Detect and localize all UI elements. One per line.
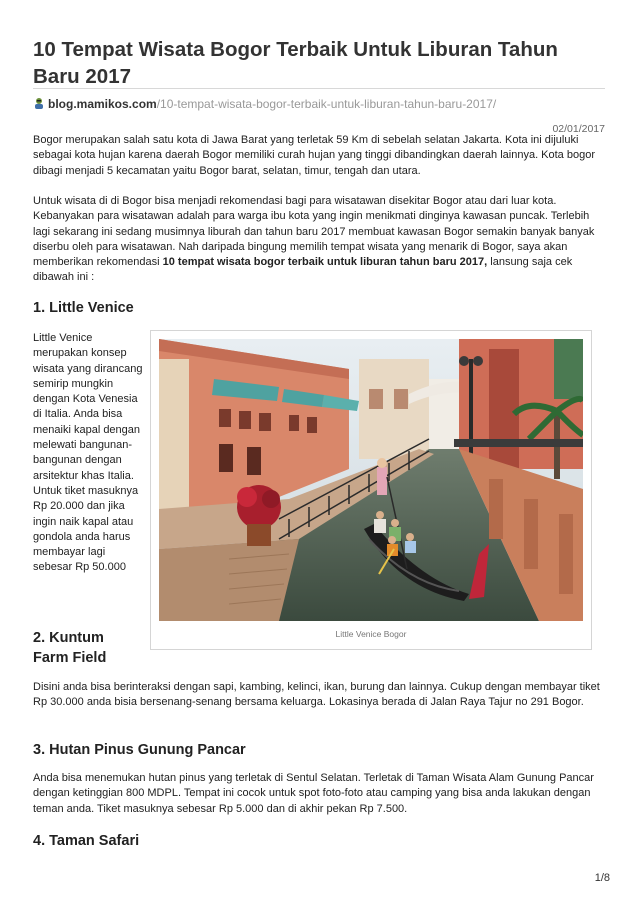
photo-figure bbox=[150, 330, 592, 650]
intro-paragraph-1: Bogor merupakan salah satu kota di Jawa Barat yang terletak 59 Km di sebelah selatan Jakarta. Kota ini dijuluki sebagai kota hujan karena daerah Bogor memiliki curah hujan yang tinggi dibandingkan daerah lainnya. Kota bogor dibagi menjadi 5 kecamatan yaitu Bogor barat, selatan, timur, tengah dan utara. bbox=[33, 134, 595, 177]
photo-caption: Little Venice Bogor bbox=[335, 629, 407, 639]
intro-text: Untuk wisata di di Bogor bisa menjadi rekomendasi bagi para wisatawan disekitar Bogor atau dari luar kota. Kebanyakan para wisatawan adalah para warga ibu kota yang ingin menikmati dinginya kawasan puncak. Terlebih lagi sekarang ini sedang musimnya liburah dan tahun baru 2017 membuat kawasan Bogor semakin banyak banyak diserbu oleh para wisatawan. Nah daripada bingung memilih tempat wisata yang menarik di Bogor, saya akan memberikan rekomendasi bbox=[33, 195, 595, 269]
page-number: 1/8 bbox=[594, 872, 610, 884]
section-heading-2: 2. Kuntum Farm Field bbox=[33, 630, 107, 666]
section-body-1: Little Venice merupakan konsep wisata yang dirancang semirip mungkin dengan Kota Venesia di Italia. Anda bisa menaiki kapal dengan melewati bangunan-bangunan dengan arsitektur khas Italia. Untuk tiket masuknya Rp 20.000 dan jika ingin naik kapal atau gondola anda harus membayar lagi sebesar Rp 50.000 bbox=[33, 332, 143, 574]
section-heading-1: 1. Little Venice bbox=[33, 300, 134, 316]
source-host-link[interactable]: blog.mamikos.com bbox=[48, 97, 157, 111]
intro-emphasis: 10 tempat wisata bogor terbaik untuk liburan tahun baru 2017, bbox=[162, 256, 488, 269]
intro-paragraph-2 bbox=[33, 194, 605, 286]
intro-text-end: lansung saja cek dibawah ini : bbox=[33, 256, 573, 284]
section-body-3: Anda bisa menemukan hutan pinus yang terletak di Sentul Selatan. Terletak di Taman Wisata Alam Gunung Pancar dengan ketinggian 800 MDPL. Tempat ini cocok untuk spot foto-foto atau camping yang bisa anda lakukan dengan teman anda. Tiket masuknya sebesar Rp 5.000 dan di akhir pekan Rp 7.500. bbox=[33, 772, 594, 815]
source-path-link[interactable]: /10-tempat-wisata-bogor-terbaik-untuk-liburan-tahun-baru-2017/ bbox=[156, 97, 497, 111]
source-line bbox=[33, 88, 605, 111]
publish-date: 02/01/2017 bbox=[552, 123, 605, 135]
little-venice-photo bbox=[159, 339, 583, 621]
section-heading-4: 4. Taman Safari bbox=[33, 833, 140, 849]
site-avatar-icon bbox=[33, 97, 45, 109]
article-title: 10 Tempat Wisata Bogor Terbaik Untuk Liburan Tahun Baru 2017 bbox=[33, 38, 558, 88]
section-body-2: Disini anda bisa berinteraksi dengan sapi, kambing, kelinci, ikan, burung dan lainnya. Cukup dengan membayar tiket Rp 30.000 anda bisia bersenang-senang bersama keluarga. Lokasinya berada di Jalan Raya Tajur no 291 Bogor. bbox=[33, 681, 600, 709]
section-heading-3: 3. Hutan Pinus Gunung Pancar bbox=[33, 742, 246, 758]
